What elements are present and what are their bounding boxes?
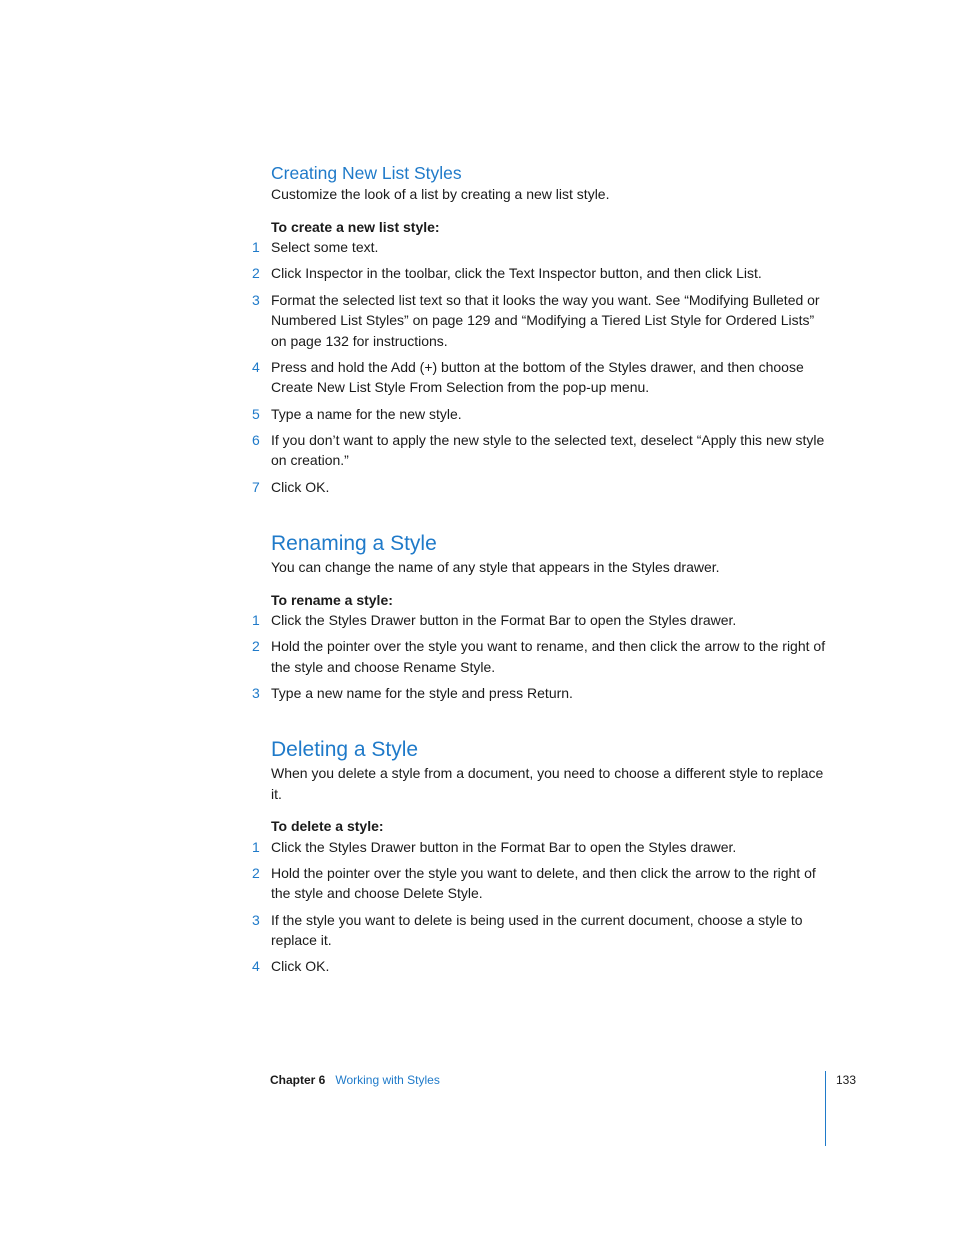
step-item [252,404,831,425]
step-number: 1 [252,838,260,855]
step-text: Type a name for the new style. [271,405,462,422]
step-text: Click OK. [271,478,330,495]
step-item [252,910,831,951]
step-number: 6 [252,431,260,448]
step-text: Hold the pointer over the style you want to rename, and then click the arrow to the right of the style and choose Rename Style. [271,638,826,675]
section-deleting-a-style [252,737,831,983]
footer-chapter: Chapter 6 [270,1073,326,1087]
section-creating-new-list-styles [252,162,831,503]
section-heading: Deleting a Style [271,738,419,761]
step-text: Hold the pointer over the style you want to delete, and then click the arrow to the right of the style and choose Delete Style. [271,864,816,902]
step-number: 3 [252,685,260,702]
step-item [252,477,831,498]
page-number: 133 [836,1073,857,1087]
step-item [252,636,831,677]
step-text: If you don’t want to apply the new style to the selected text, deselect “Apply this new style on creation.” [271,431,825,469]
section-intro: You can change the name of any style that appears in the Styles drawer. [271,559,720,575]
step-text: Click OK. [271,958,330,975]
page-footer [270,1072,440,1088]
step-text: Type a new name for the style and press Return. [271,685,573,702]
step-number: 1 [252,239,260,255]
step-item [252,237,831,258]
section-intro: When you delete a style from a document, you need to choose a different style to replace it. [271,765,824,802]
steps-list [252,837,831,977]
step-text: Format the selected list text so that it looks the way you want. See “Modifying Bulleted or Numbered List Styles” on page 129 and “Modifying a Tiered List Style for Ordered Lists” on page 132 for instructions. [271,291,820,349]
step-item [252,863,831,904]
step-number: 4 [252,358,260,375]
step-item [252,683,831,704]
step-text: Press and hold the Add (+) button at the bottom of the Styles drawer, and then choose Create New List Style From Selection from the pop-up menu. [271,358,804,396]
steps-list [252,237,831,497]
step-item [252,837,831,858]
procedure-heading: To delete a style: [271,818,384,834]
step-text: Select some text. [271,239,379,255]
section-heading: Renaming a Style [271,532,437,555]
step-number: 3 [252,911,260,928]
footer-chapter-title: Working with Styles [335,1073,440,1087]
section-renaming-a-style [252,531,831,709]
section-intro: Customize the look of a list by creating a new list style. [271,186,610,202]
step-item [252,430,831,471]
footer-divider [825,1071,826,1146]
step-text: Click Inspector in the toolbar, click the Text Inspector button, and then click List. [271,265,762,282]
step-item [252,610,831,631]
step-number: 3 [252,291,260,308]
steps-list [252,610,831,704]
step-text: Click the Styles Drawer button in the Format Bar to open the Styles drawer. [271,838,737,855]
step-number: 2 [252,265,260,282]
step-number: 2 [252,864,260,881]
step-number: 2 [252,638,260,655]
step-item [252,956,831,977]
section-heading: Creating New List Styles [271,163,462,183]
step-text: If the style you want to delete is being used in the current document, choose a style to replace it. [271,911,803,949]
step-number: 7 [252,478,260,495]
step-text: Click the Styles Drawer button in the Format Bar to open the Styles drawer. [271,612,737,628]
step-item [252,263,831,284]
step-number: 5 [252,405,260,422]
step-item [252,290,831,352]
procedure-heading: To create a new list style: [271,218,440,235]
step-item [252,357,831,398]
procedure-heading: To rename a style: [271,591,393,608]
step-number: 1 [252,612,260,628]
step-number: 4 [252,958,260,975]
